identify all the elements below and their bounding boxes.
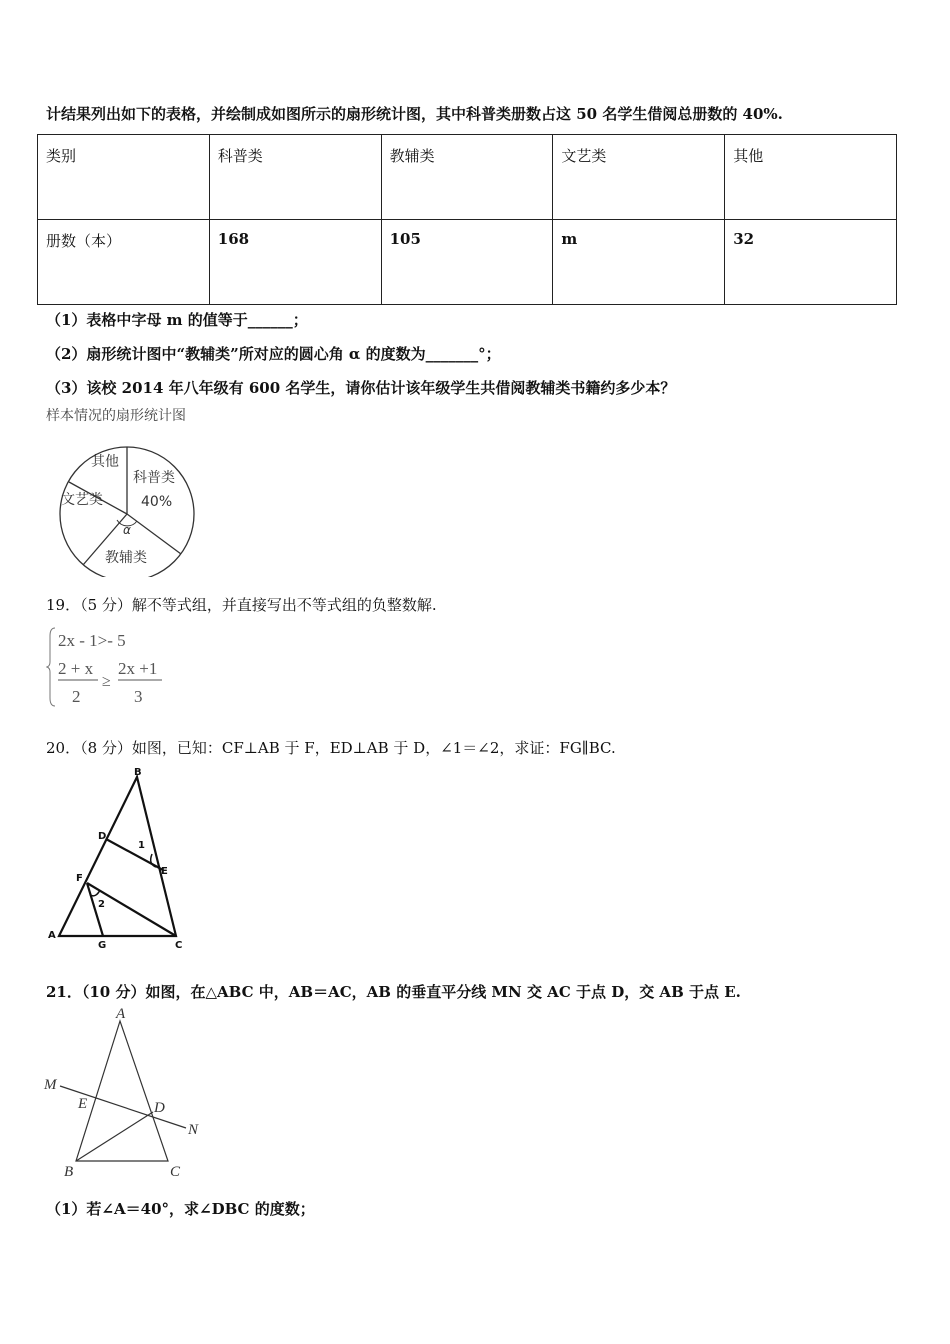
fraction-right-numerator: 2x +1 — [118, 659, 158, 678]
intro-text: 计结果列出如下的表格，并绘制成如图所示的扇形统计图，其中科普类册数占这 50 名学生借阅总册数的 40%. — [46, 105, 783, 123]
triangle-abc — [76, 1021, 168, 1161]
table-cell: 105 — [381, 220, 553, 305]
label-c: C — [170, 1164, 181, 1180]
label-a: A — [48, 930, 56, 941]
triangle-abc — [59, 777, 176, 936]
q18-part2: （2）扇形统计图中“教辅类”所对应的圆心角 α 的度数为_______°； — [46, 345, 501, 363]
q18-part1: （1）表格中字母 m 的值等于______； — [46, 311, 308, 329]
label-d: D — [154, 1100, 165, 1116]
inequality-line-1: 2x - 1>- 5 — [58, 631, 126, 650]
table-cell: 类别 — [38, 135, 210, 220]
label-angle-1: 1 — [138, 840, 145, 851]
label-f: F — [76, 873, 83, 884]
label-g: G — [98, 940, 107, 950]
q20-figure — [44, 766, 194, 950]
q21-text: 21．（10 分）如图，在△ABC 中，AB＝AC，AB 的垂直平分线 MN 交 AC 于点 D，交 AB 于点 E. — [46, 983, 741, 1001]
fraction-left-numerator: 2 + x — [58, 659, 94, 678]
pie-label-kepu-percent: 40% — [141, 494, 173, 510]
table-cell: 32 — [725, 220, 897, 305]
label-m: M — [44, 1077, 57, 1093]
pie-label-kepu: 科普类 — [133, 470, 175, 486]
pie-label-alpha: α — [123, 523, 131, 537]
q19-text: 19．（5 分）解不等式组，并直接写出不等式组的负整数解. — [46, 596, 437, 614]
table-cell: 其他 — [725, 135, 897, 220]
inequality-system — [46, 622, 186, 710]
q21-figure — [40, 1004, 220, 1184]
label-d: D — [98, 831, 107, 842]
relation-symbol: ≥ — [102, 673, 111, 690]
table-cell: 册数（本） — [38, 220, 210, 305]
label-a: A — [116, 1006, 126, 1022]
pie-label-qita: 其他 — [91, 454, 119, 470]
brace — [47, 628, 55, 706]
pie-chart-title: 样本情况的扇形统计图 — [46, 408, 186, 424]
label-b: B — [64, 1164, 74, 1180]
pie-label-jiaofu: 教辅类 — [105, 550, 147, 566]
label-e: E — [78, 1096, 88, 1112]
fraction-right-denominator: 3 — [134, 687, 143, 706]
table-row — [38, 220, 897, 305]
data-table — [37, 134, 897, 305]
label-b: B — [134, 767, 142, 778]
segment-bd — [76, 1112, 153, 1161]
pie-chart — [55, 432, 205, 577]
table-cell: 科普类 — [209, 135, 381, 220]
label-c: C — [175, 940, 183, 950]
pie-radius — [127, 514, 181, 554]
table-cell: m — [553, 220, 725, 305]
q20-text: 20．（8 分）如图，已知：CF⊥AB 于 F，ED⊥AB 于 D，∠1＝∠2，求证：FG∥BC. — [46, 739, 616, 757]
q21-part1: （1）若∠A＝40°，求∠DBC 的度数； — [46, 1200, 315, 1218]
table-header-row — [38, 135, 897, 220]
label-e: E — [161, 866, 168, 877]
label-n: N — [188, 1122, 199, 1138]
q18-part3: （3）该校 2014 年八年级有 600 名学生，请你估计该年级学生共借阅教辅类书籍约多少本？ — [46, 379, 676, 397]
table-cell: 168 — [209, 220, 381, 305]
fraction-left-denominator: 2 — [72, 687, 81, 706]
pie-label-wenyi: 文艺类 — [61, 492, 103, 508]
table-cell: 教辅类 — [381, 135, 553, 220]
label-angle-2: 2 — [98, 899, 105, 910]
table-cell: 文艺类 — [553, 135, 725, 220]
